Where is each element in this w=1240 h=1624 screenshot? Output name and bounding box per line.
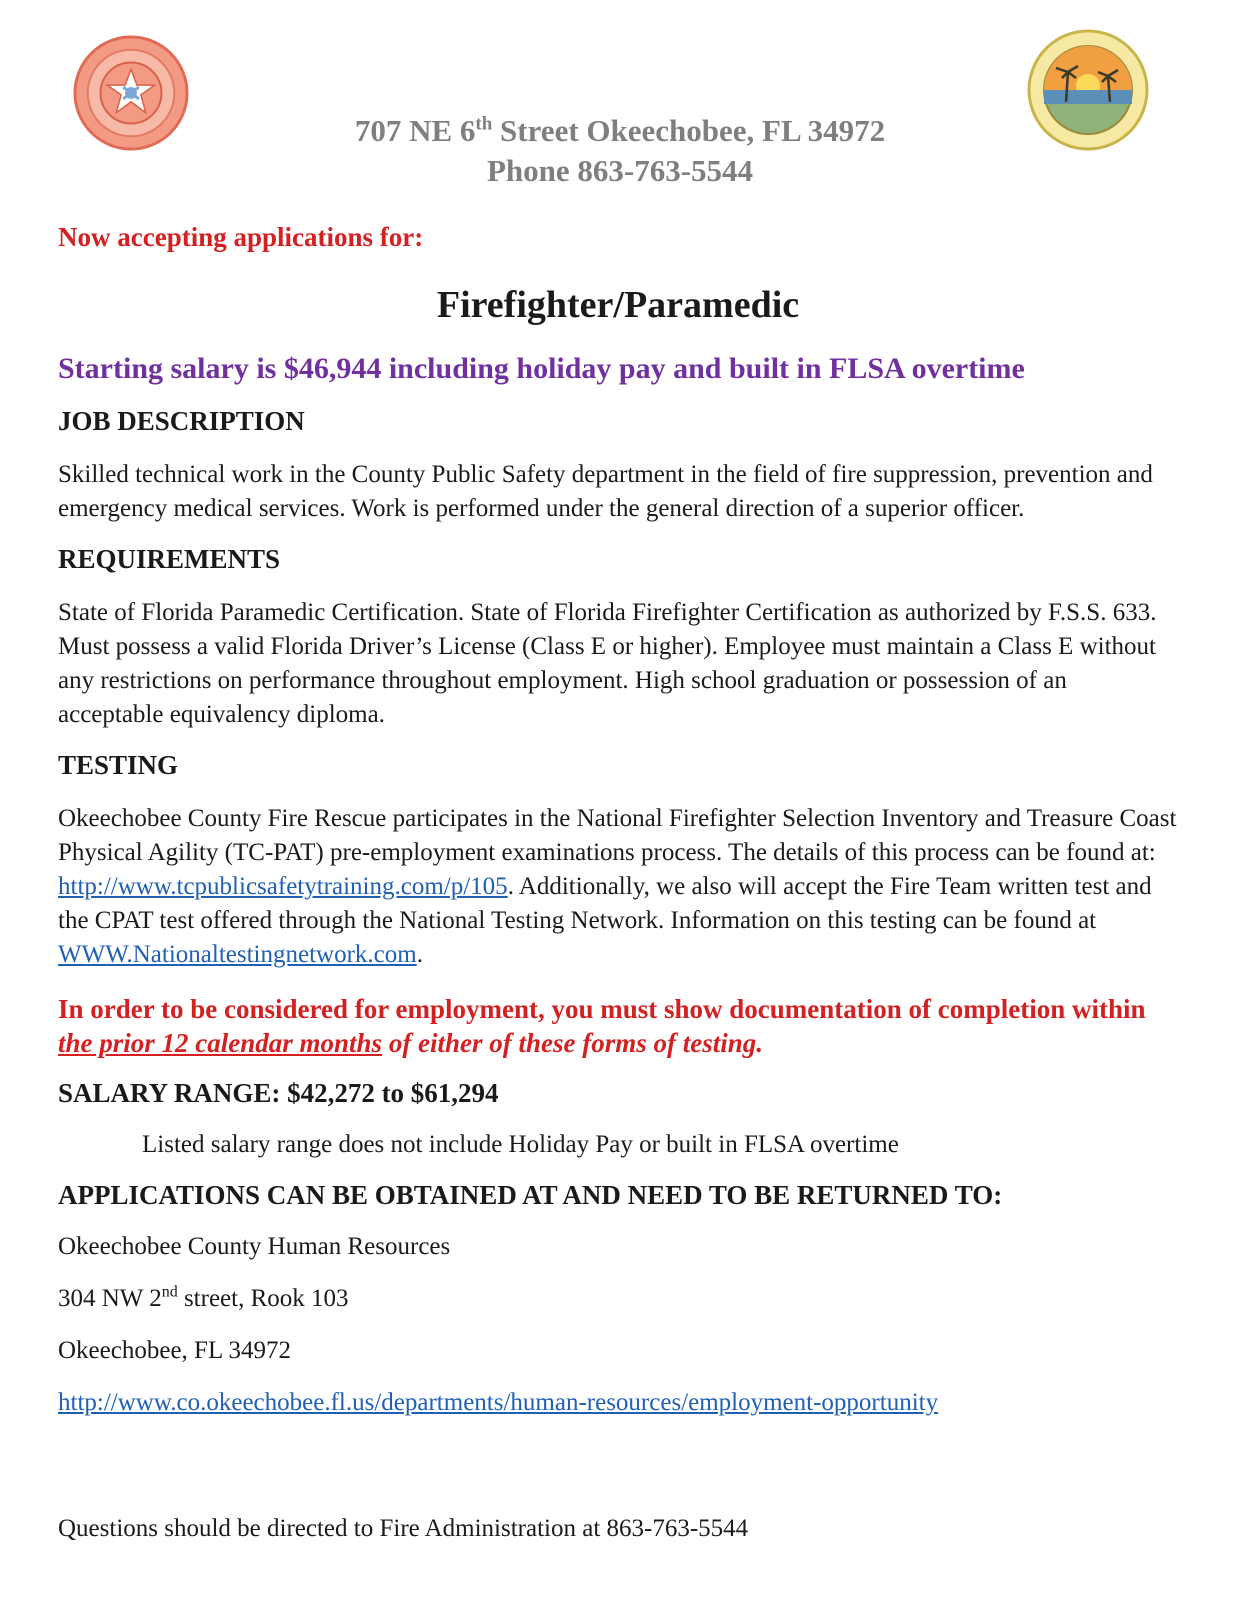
job-description-heading: JOB DESCRIPTION (58, 406, 305, 436)
posting-body (58, 220, 1178, 1420)
starting-salary: Starting salary is $46,944 including holiday pay and built in FLSA overtime (58, 352, 1025, 385)
hr-city: Okeechobee, FL 34972 (58, 1337, 292, 1364)
requirements-heading: REQUIREMENTS (58, 544, 281, 574)
tcpublicsafety-link[interactable]: http://www.tcpublicsafetytraining.com/p/105 (58, 873, 508, 900)
applications-heading: APPLICATIONS CAN BE OBTAINED AT AND NEED TO BE RETURNED TO: (58, 1180, 1003, 1210)
testing-warning: In order to be considered for employment, you must show documentation of completion within the prior 12 calendar months of either of these forms of testing. (58, 994, 1146, 1058)
salary-range-note: Listed salary range does not include Holiday Pay or built in FLSA overtime (142, 1131, 899, 1158)
questions-contact: Questions should be directed to Fire Administration at 863-763-5544 (58, 1515, 749, 1542)
requirements-text: State of Florida Paramedic Certification. State of Florida Firefighter Certification as authorized by F.S.S. 633. Must possess a valid Florida Driver’s License (Class E or higher). Employee must maintain a Class E without any restrictions on performance throughout employment. High school graduation or possession of an acceptable equivalency diploma. (58, 599, 1157, 728)
header-address: 707 NE 6th Street Okeechobee, FL 34972 (354, 113, 886, 148)
hr-street-address: 304 NW 2nd street, Rook 103 (58, 1283, 349, 1312)
salary-range-heading: SALARY RANGE: $42,272 to $61,294 (58, 1078, 499, 1108)
intro-text: Now accepting applications for: (58, 222, 424, 252)
job-description-text: Skilled technical work in the County Public Safety department in the field of fire suppression, prevention and emergency medical services. Work is performed under the general direction of a superior officer. (58, 461, 1153, 522)
header-phone: Phone 863-763-5544 (486, 153, 754, 188)
testing-heading: TESTING (58, 750, 179, 780)
hr-url-line (58, 1386, 1178, 1420)
employment-opportunity-link[interactable]: http://www.co.okeechobee.fl.us/departments/human-resources/employment-opportunity (58, 1389, 939, 1416)
nationaltesting-link[interactable]: WWW.Nationaltestingnetwork.com (58, 941, 417, 968)
position-title: Firefighter/Paramedic (436, 284, 800, 326)
hr-org-name: Okeechobee County Human Resources (58, 1233, 451, 1260)
testing-text: Okeechobee County Fire Rescue participates in the National Firefighter Selection Inventory and Treasure Coast Physical Agility (TC-PAT) pre-employment examinations process. The details of this process can be found at: http://www.tcpublicsafetytraining.com/p/105. Additionally, we also will accept the Fire Team written test and the CPAT test offered through the National Testing Network. Information on this testing can be found at WWW.Nationaltestingnetwork.com. (58, 805, 1177, 968)
